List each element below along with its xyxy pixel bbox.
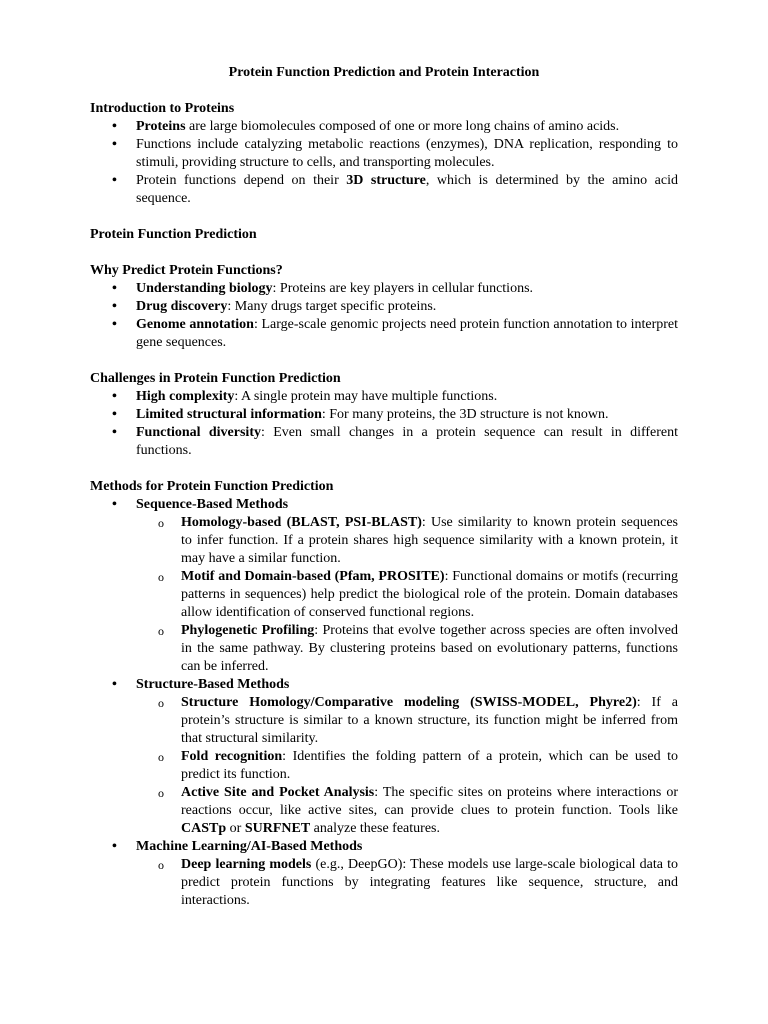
bold-term: Fold recognition [181, 749, 283, 764]
sub-list [90, 514, 678, 676]
item-text: : Many drugs target specific proteins. [227, 299, 437, 314]
item-text: : Identifies the folding pattern of a protein, which can be used to predict its function. [181, 749, 678, 782]
circle-bullet-icon: o [158, 750, 164, 764]
why-heading: Why Predict Protein Functions? [90, 263, 283, 278]
item-text: : Functional domains or motifs (recurring patterns in sequences) help predict the biological role of the protein. Domain databases allow identification of conserved functional regions. [181, 569, 678, 620]
method-group [90, 676, 678, 838]
sub-list-item [136, 784, 678, 838]
list-item [90, 172, 678, 208]
item-text: are large biomolecules composed of one or more long chains of amino acids. [185, 119, 620, 134]
sub-list-item [136, 748, 678, 784]
item-text: , which is determined by the amino acid sequence. [136, 173, 678, 206]
list-item [90, 388, 678, 406]
document-page [90, 64, 678, 910]
bold-term: Phylogenetic Profiling [181, 623, 315, 638]
list-item [90, 118, 678, 136]
item-text: : Proteins that evolve together across species are often involved in the same pathway. By clustering proteins based on evolutionary patterns, functions can be inferred. [181, 623, 678, 674]
bullet-icon: • [112, 389, 117, 404]
list-item [90, 136, 678, 172]
item-text: Protein functions depend on their [136, 173, 347, 188]
bullet-icon: • [112, 281, 117, 296]
method-group-title: Sequence-Based Methods [136, 497, 289, 512]
bullet-icon: • [112, 317, 117, 332]
bold-term: Drug discovery [136, 299, 228, 314]
bold-term: High complexity [136, 389, 235, 404]
sub-list-item [136, 856, 678, 910]
method-group [90, 496, 678, 676]
bullet-icon: • [112, 119, 117, 134]
methods-list [90, 496, 678, 910]
circle-bullet-icon: o [158, 858, 164, 872]
bold-term: Genome annotation [136, 317, 254, 332]
list-item [90, 298, 678, 316]
bold-term: Understanding biology [136, 281, 273, 296]
item-text: : If a protein’s structure is similar to a known structure, its function might be inferred from that structural similarity. [181, 695, 678, 746]
bullet-icon: • [112, 497, 117, 512]
item-text: : A single protein may have multiple functions. [234, 389, 498, 404]
item-text: : The specific sites on proteins where interactions or reactions occur, like active sites, can provide clues to protein function. Tools like [181, 785, 678, 818]
circle-bullet-icon: o [158, 570, 164, 584]
circle-bullet-icon: o [158, 624, 164, 638]
list-item [90, 280, 678, 298]
method-group-title: Structure-Based Methods [136, 677, 290, 692]
sub-list-item [136, 622, 678, 676]
bullet-icon: • [112, 839, 117, 854]
intro-list [90, 118, 678, 208]
methods-heading: Methods for Protein Function Prediction [90, 479, 334, 494]
circle-bullet-icon: o [158, 786, 164, 800]
circle-bullet-icon: o [158, 696, 164, 710]
item-text: : Use similarity to known protein sequences to infer function. If a protein shares high sequence similarity with a known protein, it may have a similar function. [181, 515, 678, 566]
item-text: : Large-scale genomic projects need protein function annotation to interpret gene sequences. [136, 317, 678, 350]
bold-term: SURFNET [244, 821, 311, 836]
item-text: analyze these features. [310, 821, 440, 836]
item-text: : Proteins are key players in cellular functions. [272, 281, 534, 296]
item-text: or [226, 821, 245, 836]
circle-bullet-icon: o [158, 516, 164, 530]
bold-term: Deep learning models [181, 857, 312, 872]
why-list [90, 280, 678, 352]
sub-list [90, 856, 678, 910]
challenges-heading: Challenges in Protein Function Prediction [90, 371, 341, 386]
item-text: Functions include catalyzing metabolic reactions (enzymes), DNA replication, responding to stimuli, providing structure to cells, and transporting molecules. [136, 137, 678, 170]
bullet-icon: • [112, 677, 117, 692]
sub-list-item [136, 568, 678, 622]
bold-term: 3D structure [346, 173, 426, 188]
bullet-icon: • [112, 407, 117, 422]
bullet-icon: • [112, 173, 117, 188]
bullet-icon: • [112, 425, 117, 440]
item-text: : For many proteins, the 3D structure is not known. [321, 407, 609, 422]
bold-term: Structure Homology/Comparative modeling (SWISS-MODEL, Phyre2) [181, 695, 637, 710]
bold-term: Limited structural information [136, 407, 322, 422]
method-group [90, 838, 678, 910]
bold-term: Functional diversity [136, 425, 261, 440]
sub-list [90, 694, 678, 838]
intro-heading: Introduction to Proteins [90, 101, 235, 116]
section-heading: Protein Function Prediction [90, 227, 257, 242]
bold-term: Homology-based (BLAST, PSI-BLAST) [181, 515, 422, 530]
list-item [90, 316, 678, 352]
bold-term: Motif and Domain-based (Pfam, PROSITE) [181, 569, 445, 584]
bold-term: Active Site and Pocket Analysis [181, 785, 375, 800]
method-group-title: Machine Learning/AI-Based Methods [136, 839, 363, 854]
bold-term: CASTp [181, 821, 227, 836]
list-item [90, 424, 678, 460]
item-text: : Even small changes in a protein sequence can result in different functions. [136, 425, 679, 458]
document-title: Protein Function Prediction and Protein Interaction [228, 65, 540, 80]
sub-list-item [136, 694, 678, 748]
bullet-icon: • [112, 299, 117, 314]
item-text: (e.g., DeepGO): These models use large-scale biological data to predict protein functions by integrating features like sequence, structure, and interactions. [181, 857, 678, 908]
list-item [90, 406, 678, 424]
challenges-list [90, 388, 678, 460]
bullet-icon: • [112, 137, 117, 152]
bold-term: Proteins [136, 119, 186, 134]
sub-list-item [136, 514, 678, 568]
